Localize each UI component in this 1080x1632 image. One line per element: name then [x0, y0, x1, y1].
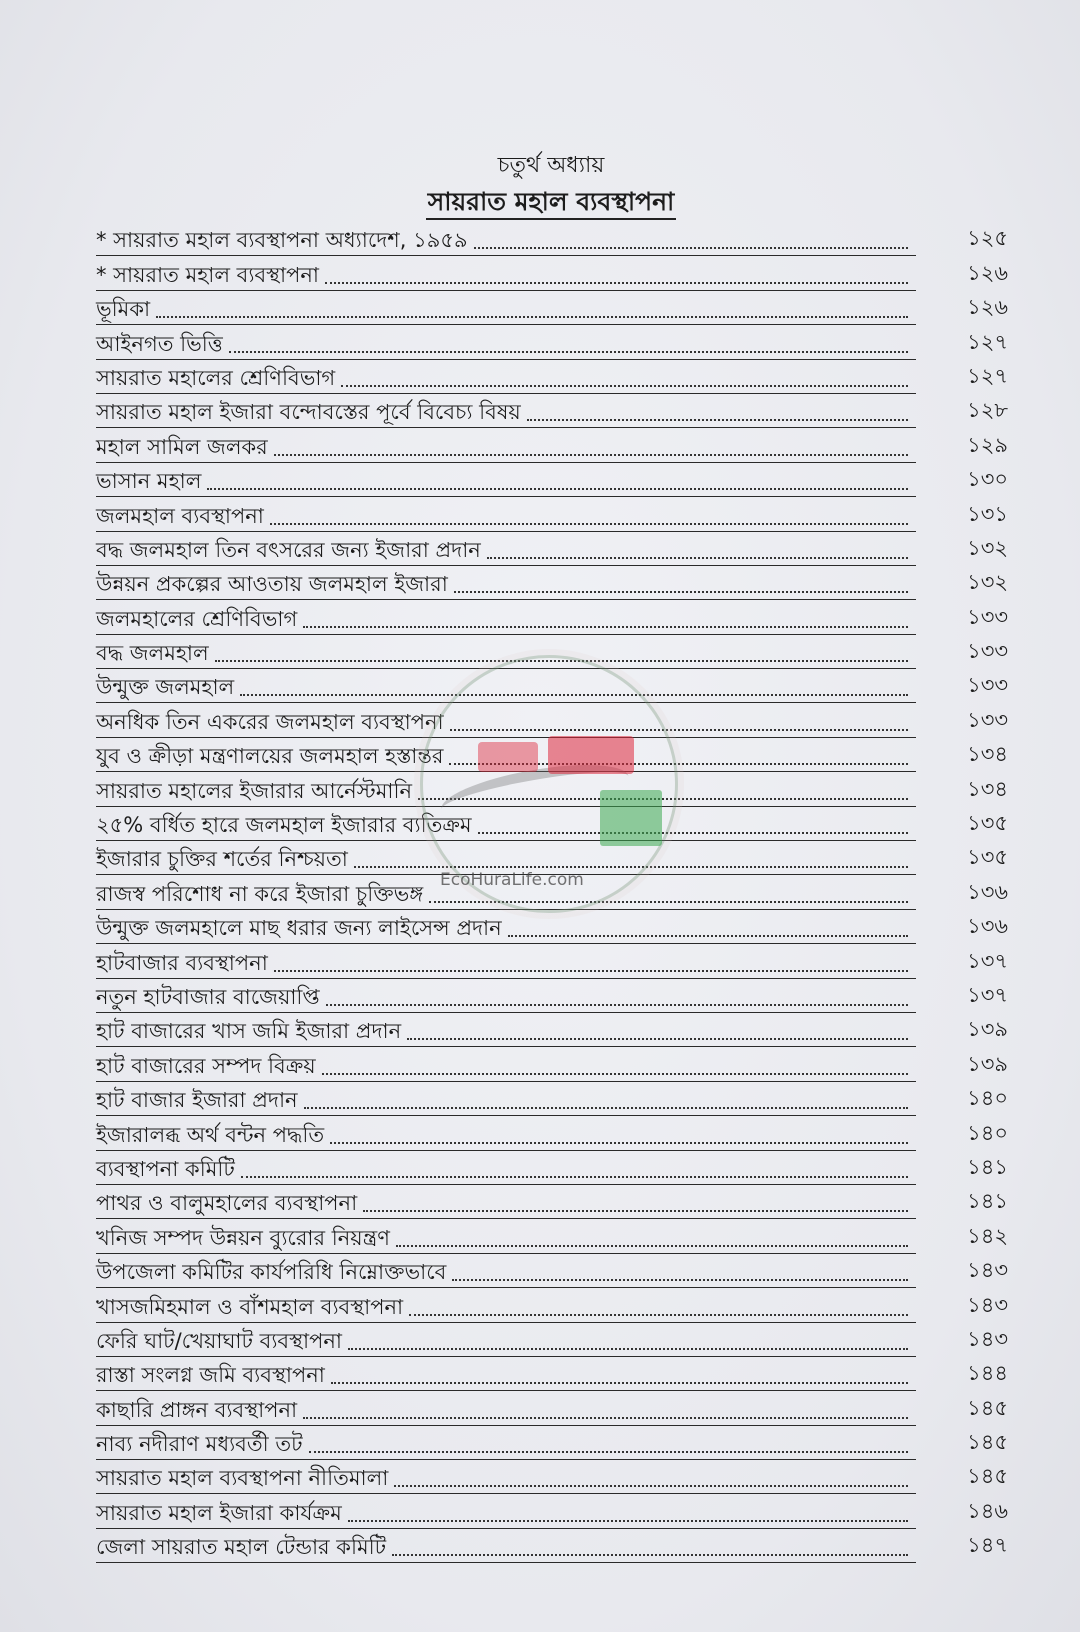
dot-leader	[274, 969, 908, 972]
toc-entry-page-number: ১৩২	[967, 535, 1008, 560]
toc-entry	[96, 532, 1008, 566]
toc-entry-page-number: ১৪০	[967, 1086, 1008, 1111]
toc-entry-title: হাটবাজার ব্যবস্থাপনা	[96, 950, 268, 975]
dot-leader	[207, 487, 908, 490]
dot-leader	[330, 1141, 908, 1144]
toc-entry-page-number: ১৩৩	[967, 639, 1008, 664]
toc-entry-title: পাথর ও বালুমহালের ব্যবস্থাপনা	[96, 1191, 358, 1216]
toc-entry-page-number: ১৩১	[967, 501, 1008, 526]
toc-entry-page-number: ১২৯	[967, 432, 1008, 457]
toc-entry	[96, 1047, 1008, 1081]
dot-leader	[487, 556, 908, 559]
toc-entry	[96, 463, 1008, 497]
toc-entry-title: ব্যবস্থাপনা কমিটি	[96, 1156, 235, 1181]
dot-leader	[156, 315, 908, 318]
toc-entry-page-number: ১৪৫	[967, 1395, 1008, 1420]
toc-entry	[96, 566, 1008, 600]
toc-entry-title: উন্মুক্ত জলমহালে মাছ ধরার জন্য লাইসেন্স প্রদান	[96, 916, 502, 941]
toc-entry-page-number: ১৩২	[967, 570, 1008, 595]
dot-leader	[309, 1450, 908, 1453]
dot-leader	[478, 831, 908, 834]
toc-entry-page-number: ১৪০	[967, 1120, 1008, 1145]
toc-entry-page-number: ১৩৯	[967, 1051, 1008, 1076]
dot-leader	[527, 418, 908, 421]
toc-entry-title: ইজারালব্ধ অর্থ বন্টন পদ্ধতি	[96, 1122, 325, 1147]
dot-leader	[341, 384, 908, 387]
toc-entry	[96, 1529, 1008, 1563]
toc-entry-page-number: ১৩৬	[967, 879, 1008, 904]
toc-entry	[96, 738, 1008, 772]
toc-entry-title: রাস্তা সংলগ্ন জমি ব্যবস্থাপনা	[96, 1363, 325, 1388]
toc-entry	[96, 1219, 1008, 1253]
toc-entry	[96, 1254, 1008, 1288]
toc-entry	[96, 1082, 1008, 1116]
dot-leader	[240, 693, 908, 696]
dot-leader	[363, 1209, 908, 1212]
toc-entry	[96, 1391, 1008, 1425]
toc-entry-title: সায়রাত মহাল ইজারা বন্দোবস্তের পূর্বে বিবেচ্য বিষয়	[96, 400, 521, 425]
toc-entry	[96, 1116, 1008, 1150]
toc-entry	[96, 875, 1008, 909]
toc-entry	[96, 1426, 1008, 1460]
toc-entry-page-number: ১৩৭	[967, 948, 1008, 973]
dot-leader	[452, 1278, 908, 1281]
toc-entry	[96, 256, 1008, 290]
toc-entry-page-number: ১২৬	[967, 295, 1008, 320]
toc-entry-page-number: ১৪৩	[967, 1326, 1008, 1351]
toc-entry-title: ২৫% বর্ধিত হারে জলমহাল ইজারার ব্যতিক্রম	[96, 813, 472, 838]
dot-leader	[396, 1244, 908, 1247]
toc-entry	[96, 394, 1008, 428]
toc-entry-title: * সায়রাত মহাল ব্যবস্থাপনা অধ্যাদেশ, ১৯৫৯	[96, 228, 468, 253]
toc-entry-title: অনধিক তিন একরের জলমহাল ব্যবস্থাপনা	[96, 709, 444, 734]
toc-entry-page-number: ১২৮	[967, 398, 1008, 423]
toc-entry-page-number: ১৪৬	[967, 1498, 1008, 1523]
dot-leader	[348, 1347, 908, 1350]
toc-entry-title: উন্নয়ন প্রকল্পের আওতায় জলমহাল ইজারা	[96, 572, 448, 597]
toc-entry-title: সায়রাত মহালের ইজারার আর্নেস্টমানি	[96, 778, 412, 803]
dot-leader	[449, 762, 908, 765]
dot-leader	[454, 590, 908, 593]
toc-entry	[96, 360, 1008, 394]
toc-entry	[96, 600, 1008, 634]
toc-entry	[96, 1151, 1008, 1185]
toc-entry-page-number: ১২৫	[967, 226, 1008, 251]
toc-entry-title: খনিজ সম্পদ উন্নয়ন ব্যুরোর নিয়ন্ত্রণ	[96, 1225, 390, 1250]
dot-leader	[325, 281, 908, 284]
toc-entry	[96, 428, 1008, 462]
dot-leader	[407, 1037, 908, 1040]
toc-entry-title: খাসজমিহমাল ও বাঁশমহাল ব্যবস্থাপনা	[96, 1294, 404, 1319]
toc-entry-page-number: ১৪৭	[967, 1533, 1008, 1558]
toc-entry	[96, 703, 1008, 737]
dot-leader	[274, 453, 908, 456]
toc-entry-title: জলমহাল ব্যবস্থাপনা	[96, 503, 264, 528]
toc-entry	[96, 497, 1008, 531]
toc-entry	[96, 669, 1008, 703]
toc-entry-page-number: ১২৬	[967, 260, 1008, 285]
dot-leader	[418, 797, 908, 800]
dot-leader	[215, 659, 908, 662]
toc-entry	[96, 325, 1008, 359]
dot-leader	[450, 728, 908, 731]
chapter-title-wrap	[0, 182, 1080, 225]
dot-leader	[303, 625, 908, 628]
dot-leader	[348, 1519, 908, 1522]
toc-entry-title: কাছারি প্রাঙ্গন ব্যবস্থাপনা	[96, 1397, 298, 1422]
dot-leader	[354, 865, 908, 868]
toc-entry-page-number: ১৩৪	[967, 776, 1008, 801]
toc-entry-title: হাট বাজারের সম্পদ বিক্রয়	[96, 1053, 316, 1078]
toc-entry	[96, 944, 1008, 978]
toc-entry-title: নাব্য নদীরাণ মধ্যবর্তী তট	[96, 1432, 303, 1457]
toc-entry	[96, 841, 1008, 875]
dot-leader	[229, 350, 908, 353]
toc-entry-title: উপজেলা কমিটির কার্যপরিধি নিম্নোক্তভাবে	[96, 1260, 447, 1285]
toc-entry-page-number: ১৪২	[967, 1223, 1008, 1248]
toc-entry-page-number: ১৪৫	[967, 1464, 1008, 1489]
toc-entry-title: সায়রাত মহাল ব্যবস্থাপনা নীতিমালা	[96, 1466, 389, 1491]
toc-entry-page-number: ১৩৩	[967, 707, 1008, 732]
toc-entry-page-number: ১৩৭	[967, 982, 1008, 1007]
dot-leader	[474, 246, 908, 249]
dot-leader	[303, 1416, 908, 1419]
toc-entry	[96, 1357, 1008, 1391]
toc-entry-page-number: ১৩৩	[967, 604, 1008, 629]
toc-entry	[96, 1494, 1008, 1528]
dot-leader	[429, 900, 908, 903]
toc-entry-title: রাজস্ব পরিশোধ না করে ইজারা চুক্তিভঙ্গ	[96, 881, 424, 906]
toc-entry-page-number: ১৩৯	[967, 1017, 1008, 1042]
dot-leader	[331, 1381, 908, 1384]
toc-entry	[96, 979, 1008, 1013]
toc-entry-title: * সায়রাত মহাল ব্যবস্থাপনা	[96, 262, 320, 287]
toc-entry-title: সায়রাত মহাল ইজারা কার্যক্রম	[96, 1500, 342, 1525]
toc-entry	[96, 1013, 1008, 1047]
toc-entry-page-number: ১৩৫	[967, 811, 1008, 836]
dot-leader	[241, 1175, 908, 1178]
toc-entry	[96, 807, 1008, 841]
toc-entry-page-number: ১২৭	[967, 363, 1008, 388]
toc-entry-page-number: ১৪৩	[967, 1292, 1008, 1317]
toc-entry	[96, 291, 1008, 325]
toc-entry-page-number: ১৪৫	[967, 1430, 1008, 1455]
toc-entry-page-number: ১৩০	[967, 467, 1008, 492]
chapter-label: চতুর্থ অধ্যায়	[497, 153, 605, 178]
watermark-text: EcoHuraLife.com	[440, 870, 584, 890]
toc-entry-page-number: ১৩৬	[967, 914, 1008, 939]
toc-entry-page-number: ১২৭	[967, 329, 1008, 354]
toc-entry-title: ফেরি ঘাট/খেয়াঘাট ব্যবস্থাপনা	[96, 1328, 342, 1353]
dot-leader	[409, 1313, 908, 1316]
toc-entry-title: ভূমিকা	[96, 297, 151, 322]
toc-entry	[96, 635, 1008, 669]
dot-leader	[394, 1484, 908, 1487]
dot-leader	[392, 1553, 908, 1556]
dot-leader	[326, 1003, 908, 1006]
toc-entry-title: আইনগত ভিত্তি	[96, 331, 223, 356]
toc-entry-page-number: ১৩৩	[967, 673, 1008, 698]
dot-leader	[304, 1106, 908, 1109]
toc-entry-title: ইজারার চুক্তির শর্তের নিশ্চয়তা	[96, 847, 348, 872]
toc-entry-page-number: ১৩৫	[967, 845, 1008, 870]
toc-entry-title: নতুন হাটবাজার বাজেয়াপ্তি	[96, 984, 320, 1009]
dot-leader	[508, 934, 908, 937]
chapter-title: সায়রাত মহাল ব্যবস্থাপনা	[426, 187, 677, 220]
toc-entry-title: জেলা সায়রাত মহাল টেন্ডার কমিটি	[96, 1535, 387, 1560]
toc-entry-title: হাট বাজার ইজারা প্রদান	[96, 1088, 298, 1113]
table-of-contents	[96, 222, 1006, 1563]
toc-entry-title: বদ্ধ জলমহাল তিন বৎসরের জন্য ইজারা প্রদান	[96, 537, 481, 562]
toc-entry	[96, 910, 1008, 944]
toc-entry-title: বদ্ধ জলমহাল	[96, 641, 209, 666]
toc-entry-page-number: ১৪১	[967, 1189, 1008, 1214]
toc-entry-title: হাট বাজারের খাস জমি ইজারা প্রদান	[96, 1019, 402, 1044]
toc-entry	[96, 1323, 1008, 1357]
toc-entry-title: জলমহালের শ্রেণিবিভাগ	[96, 606, 298, 631]
toc-entry-page-number: ১৪৪	[967, 1361, 1008, 1386]
toc-entry-title: ভাসান মহাল	[96, 469, 202, 494]
toc-entry-page-number: ১৩৪	[967, 742, 1008, 767]
toc-entry	[96, 1460, 1008, 1494]
toc-entry-title: সায়রাত মহালের শ্রেণিবিভাগ	[96, 365, 336, 390]
toc-entry-page-number: ১৪১	[967, 1154, 1008, 1179]
toc-entry-title: মহাল সামিল জলকর	[96, 434, 268, 459]
toc-entry	[96, 1288, 1008, 1322]
toc-entry	[96, 772, 1008, 806]
dot-leader	[322, 1072, 908, 1075]
toc-entry	[96, 1185, 1008, 1219]
toc-entry	[96, 222, 1008, 256]
toc-entry-title: উন্মুক্ত জলমহাল	[96, 675, 235, 700]
dot-leader	[270, 522, 908, 525]
toc-entry-title: যুব ও ক্রীড়া মন্ত্রণালয়ের জলমহাল হস্তান্তর	[96, 744, 444, 769]
toc-entry-page-number: ১৪৩	[967, 1258, 1008, 1283]
